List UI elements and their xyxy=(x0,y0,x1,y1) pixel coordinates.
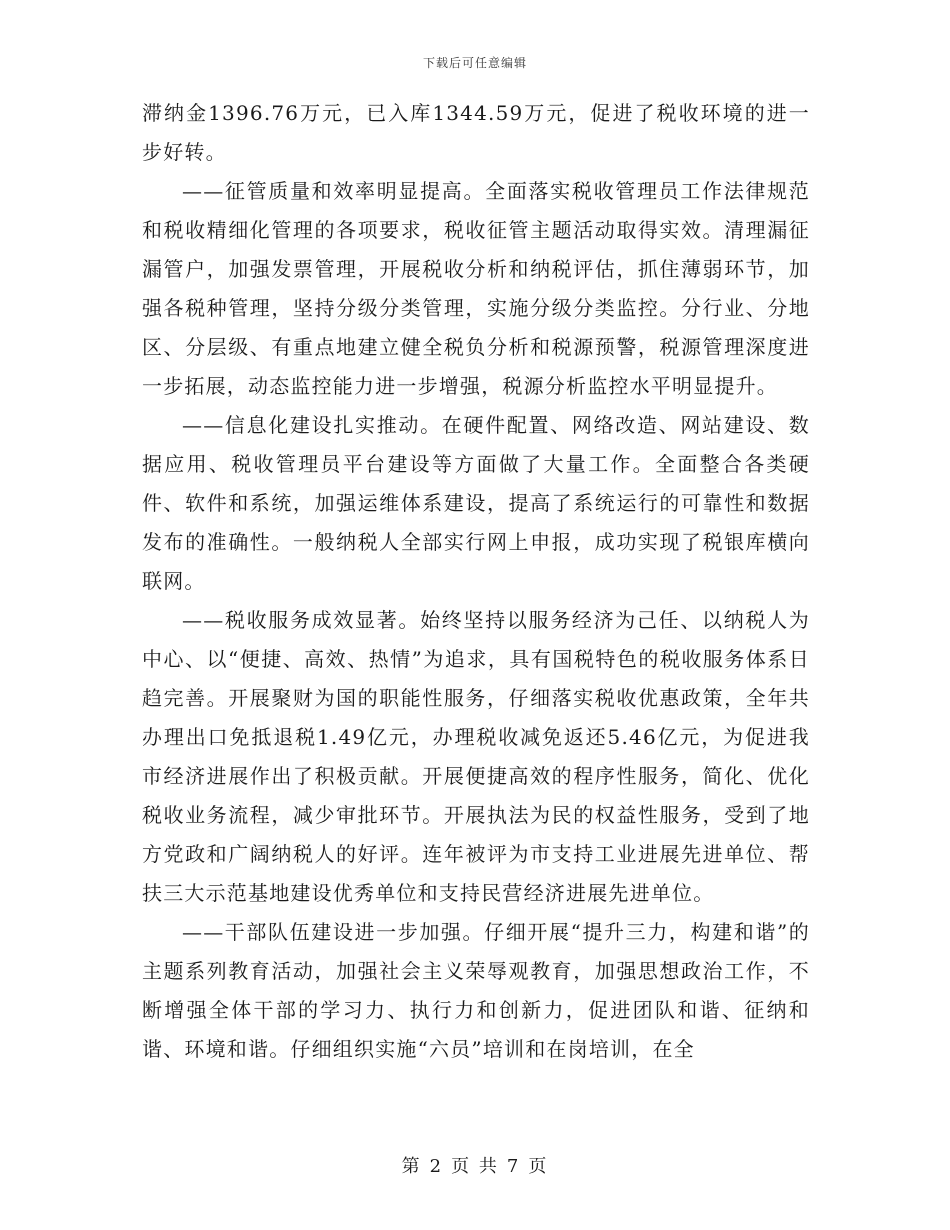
paragraph-tax-service: ——税收服务成效显著。始终坚持以服务经济为己任、以纳税人为中心、以“便捷、高效、热情”为追求，具有国税特色的税收服务体系日趋完善。开展聚财为国的职能性服务，仔细落实税收优惠政策，全年共办理出口免抵退税1.49亿元，办理税收减免返还5.46亿元，为促进我市经济进展作出了积极贡献。开展便捷高效的程序性服务，简化、优化税收业务流程，减少审批环节。开展执法为民的权益性服务，受到了地方党政和广阔纳税人的好评。连年被评为市支持工业进展先进单位、帮扶三大示范基地建设优秀单位和支持民营经济进展先进单位。 xyxy=(142,608,810,905)
paragraph-cadre-team: ——干部队伍建设进一步加强。仔细开展“提升三力，构建和谐”的主题系列教育活动，加强社会主义荣辱观教育，加强思想政治工作，不断增强全体干部的学习力、执行力和创新力，促进团队和谐、征纳和谐、环境和谐。仔细组织实施“六员”培训和在岗培训，在全 xyxy=(142,920,810,1061)
page-number-footer xyxy=(0,1152,950,1178)
page-header: 下载后可任意编辑 xyxy=(422,56,527,70)
total-pages-number: 7 xyxy=(506,1156,521,1177)
paragraph-informatization: ——信息化建设扎实推动。在硬件配置、网络改造、网站建设、数据应用、税收管理员平台建设等方面做了大量工作。全面整合各类硬件、软件和系统，加强运维体系建设，提高了系统运行的可靠性和数据发布的准确性。一般纳税人全部实行网上申报，成功实现了税银库横向联网。 xyxy=(142,413,810,593)
footer-suffix: 页 xyxy=(528,1156,549,1177)
current-page-number: 2 xyxy=(429,1156,444,1177)
footer-prefix: 第 xyxy=(401,1156,422,1177)
document-body xyxy=(142,94,810,1069)
footer-middle: 页 共 xyxy=(451,1156,499,1177)
paragraph-continuation: 滞纳金1396.76万元，已入库1344.59万元，促进了税收环境的进一步好转。 xyxy=(142,101,810,164)
paragraph-collection-quality: ——征管质量和效率明显提高。全面落实税收管理员工作法律规范和税收精细化管理的各项要求，税收征管主题活动取得实效。清理漏征漏管户，加强发票管理，开展税收分析和纳税评估，抓住薄弱环节，加强各税种管理，坚持分级分类管理，实施分级分类监控。分行业、分地区、分层级、有重点地建立健全税负分析和税源预警，税源管理深度进一步拓展，动态监控能力进一步增强，税源分析监控水平明显提升。 xyxy=(142,179,810,398)
